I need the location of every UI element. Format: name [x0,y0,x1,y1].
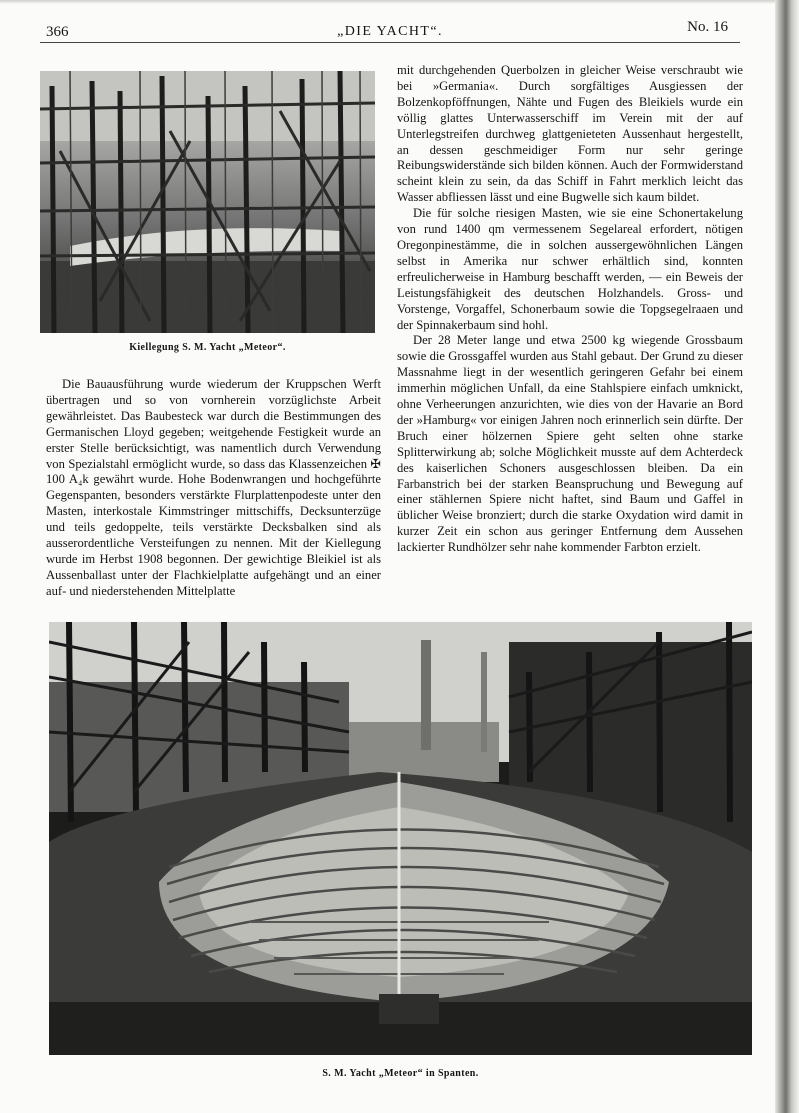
yacht-frames-photo [49,622,752,1055]
figure-caption-yacht-frames: S. M. Yacht „Meteor“ in Spanten. [322,1068,479,1079]
header-rule [40,42,740,43]
issue-number: No. 16 [687,19,728,35]
paragraph: Die für solche riesigen Masten, wie sie eine Schonertakelung von rund 1400 qm vermessenem Segelareal erfordert, nötigen Oregonpinestämme, die in solchen aussergewöhnlichen Längen selbst in Amerika nur schwer erhältlich sind, konnten erfreulicherweise in Hamburg beschafft werden, — ein Beweis der Leistungsfähigkeit des deutschen Holzhandels. Gross- und Vorstenge, Vorgaffel, Schonerbaum sowie die Topgsegelraaen und der Spinnakerbaum sind hohl. [397,206,743,332]
page-number: 366 [46,24,69,40]
figure-caption-keel-laying: Kiellegung S. M. Yacht „Meteor“. [129,342,286,353]
paragraph: mit durchgehenden Querbolzen in gleicher Weise verschraubt wie bei »Germania«. Durch sorgfältiges Ausgiessen der Bolzenkopföffnungen, Nähte und Fugen des Bleikiels wurde ein völlig glattes Unterwasserschiff im Verein mit der auf Unterlegstreifen durchweg glattgenieteten Aussenhaut hergestellt, an dessen geschmeidiger Form nur sehr geringe Reibungswiderstände sich bilden können. Auch der Formwiderstand scheint klein zu sein, da das Schiff in Fahrt merklich leicht das Wasser abfliessen lässt und eine Bugwelle sich kaum bildet. [397,63,743,205]
paragraph: Die Bauausführung wurde wiederum der Kruppschen Werft übertragen und so von vornherein vorzüglichste Arbeit gewährleistet. Das Baubesteck war durch die Bestimmungen des Germanischen Lloyd gegeben; weitgehende Festigkeit wurde an erster Stelle berücksichtigt, was namentlich durch Verwendung von Spezialstahl ermöglicht wurde, so dass das Klassenzeichen ✠ 100 A₄k gewährt wurde. Hohe Bodenwrangen und hochgeführte Gegenspanten, besonders verstärkte Flurplattenpodeste unter den Masten, interkostale Kimmstringer mittschiffs, Decksunterzüge und teils gedoppelte, teils verstärkte Decksbalken sind als ausserordentliche Versteifungen zu nennen. Mit der Kiellegung wurde im Herbst 1908 begonnen. Der gewichtige Bleikiel ist als Aussenballast unter der Flachkielplatte aufgehängt und an einer auf- und niederstehenden Mittelplatte [46,377,381,598]
right-text-column [397,63,743,556]
scan-binding-edge [775,0,799,1113]
journal-title: „DIE YACHT“. [337,24,443,39]
left-text-column [46,377,381,600]
scan-top-shadow [0,0,775,4]
paragraph: Der 28 Meter lange und etwa 2500 kg wiegende Grossbaum sowie die Grossgaffel wurden aus Stahl gebaut. Der Grund zu dieser Massnahme liegt in der wesentlich geringeren Gefahr bei einem immerhin möglichen Unfall, da eine Stahlspiere einfach umknickt, ohne Verheerungen anzurichten, wie dies von der Havarie an Bord der »Hamburg« vor einigen Jahren noch erinnerlich sein dürfte. Der Bruch einer hölzernen Spiere geht selten ohne starke Splitterwirkung ab; solche Möglichkeit musste auf dem Achterdeck des kaiserlichen Schoners ausgeschlossen bleiben. Da ein Farbanstrich bei der starken Beanspruchung und Bewegung auf einer stählernen Spiere nicht haftet, sind Baum und Gaffel in üblicher Weise bronziert; durch die starke Oxydation wird damit in kurzer Zeit ein schon aus geringer Entfernung dem Aussehen lackierter Rundhölzer sehr nahe kommender Farbton erzielt. [397,333,743,555]
keel-laying-photo [40,71,375,333]
page-header [40,16,740,40]
